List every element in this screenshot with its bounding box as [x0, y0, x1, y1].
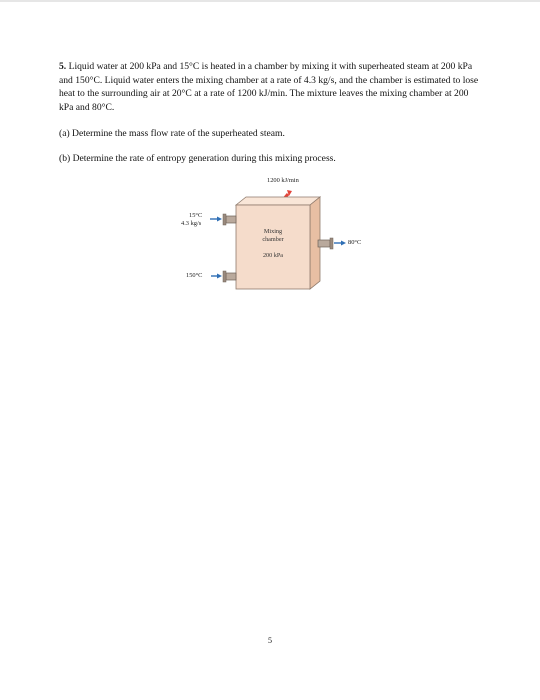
inlet1-rate-label: 4.3 kg/s — [181, 220, 202, 227]
problem-number: 5. — [59, 61, 67, 72]
chamber-top-face — [236, 197, 320, 205]
outlet-flow-arrow — [334, 241, 346, 246]
page-number: 5 — [268, 636, 272, 645]
chamber-label-line2: chamber — [262, 236, 284, 243]
inlet1-temp-label: 15°C — [189, 212, 203, 219]
question-part-b: (b) Determine the rate of entropy generation during this mixing process. — [59, 153, 336, 164]
chamber-pressure-label: 200 kPa — [262, 252, 284, 259]
inlet2-temp-label: 150°C — [186, 272, 203, 279]
inlet1-flow-arrow — [210, 217, 222, 222]
inlet-pipe-1 — [223, 214, 236, 225]
outlet-temp-label: 80°C — [348, 239, 362, 246]
question-part-a: (a) Determine the mass flow rate of the superheated steam. — [59, 128, 285, 139]
chamber-label-line1: Mixing — [263, 228, 283, 235]
inlet2-flow-arrow — [211, 274, 222, 279]
inlet-pipe-2 — [223, 271, 236, 282]
problem-text: Liquid water at 200 kPa and 15°C is heated in a chamber by mixing it with superheated steam at 200 kPa and 150°C. Liquid water enters the mixing chamber at a rate of 4.3 kg/s, and the chamber is estimated to lose heat to the surrounding air at 20°C at a rate of 1200 kJ/min. The mixture leaves the mixing chamber at 200 kPa and 80°C. — [59, 61, 479, 113]
chamber-front-face — [236, 205, 310, 289]
heat-loss-label: 1200 kJ/min — [267, 177, 299, 184]
